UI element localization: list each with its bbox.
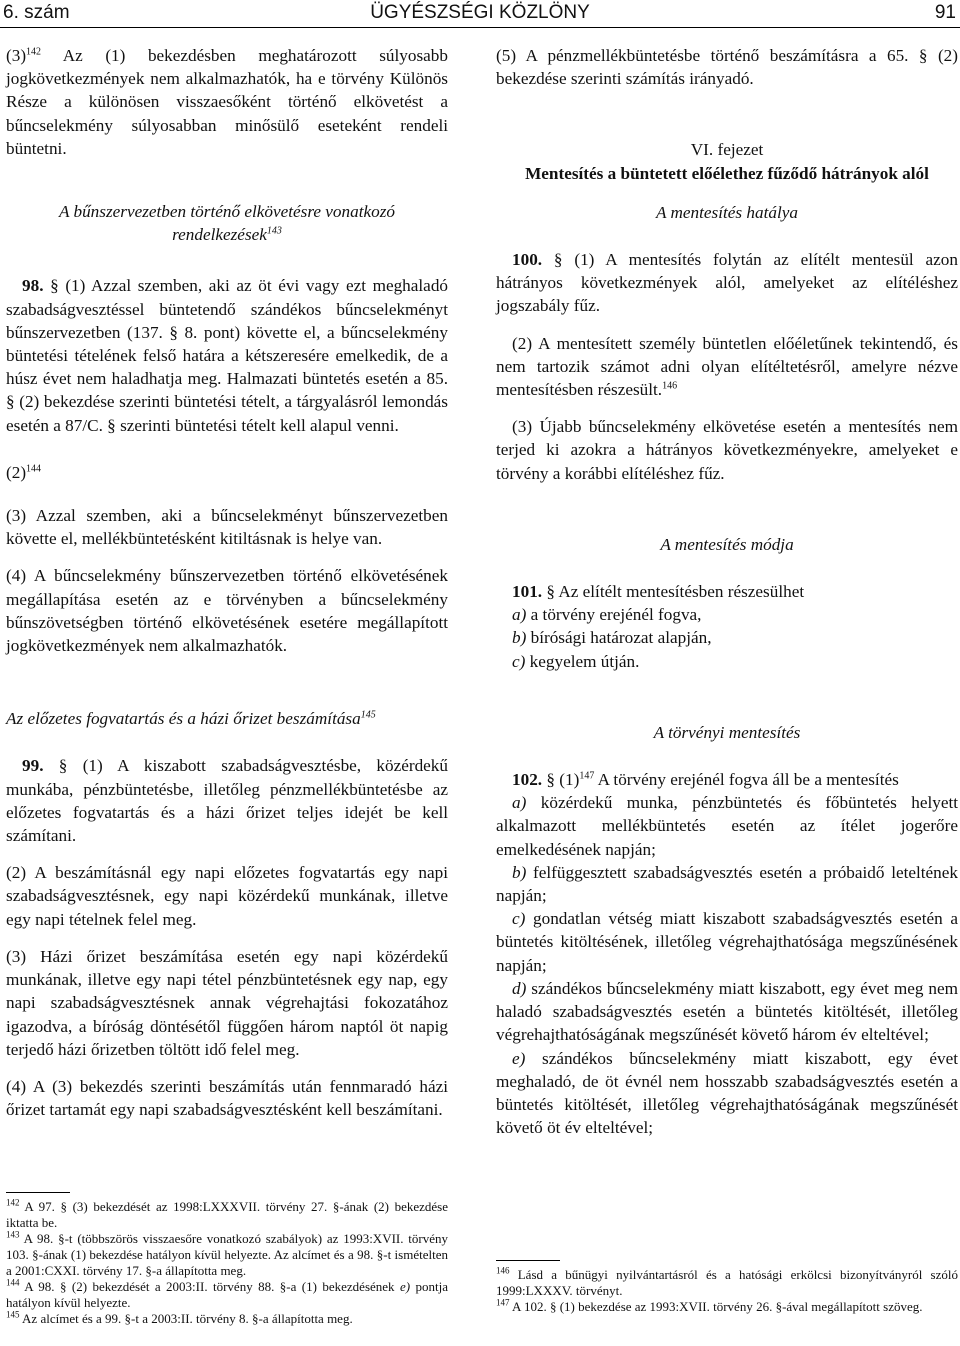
section-99-2: (2) A beszámításnál egy napi előzetes fogvatartás egy napi szabadságvesztésnek, egy napi közérdekű munkának, illetve egy napi tételnek felel meg. — [6, 863, 448, 929]
subheading-text: A bűnszervezetben történő elkövetésre vonatkozó rendelkezések — [58, 202, 395, 245]
footnote-text: Lásd a bűnügyi nyilvántartásról és a hatósági erkölcsi bizonyítványról szóló 1999:LXXXV. törvényt. — [496, 1267, 958, 1298]
item-label: b) — [512, 862, 527, 882]
footnote-ref: 143 — [266, 225, 282, 237]
footnote-text: pontja hatályon kívül helyezte. — [6, 1279, 448, 1310]
para-text: § (1) A kiszabott szabadságvesztésbe, közérdekű munkába, pénzbüntetésbe, illetőleg pénzmellékbüntetésbe az előzetes fogvatartás és a házi őrizet teljes idejét be kell számítani. — [6, 756, 448, 846]
para-text: (1) Azzal szemben, aki az öt évi vagy ezt meghaladó szabadságvesztéssel büntetendő szándékos bűncselekményt bűnszervezetben (137. § 8. pont) követte el, a bűncselekmény büntetési tételének felső határa a kétszeresére emelkedik, de a húsz évet nem haladhatja meg. Halmazati büntetés esetén a 85. § (2) bekezdése szerinti büntetési tételt, a tárgyalásról lemondás esetén a 87/C. § szerinti büntetési tételt kell alapul venni. — [6, 276, 449, 435]
subheading-crime-organization — [6, 200, 448, 246]
subheading-statutory: A törvényi mentesítés — [653, 722, 801, 742]
paragraph-99-5: (5) A pénzmellékbüntetésbe történő beszámításra a 65. § (2) bekezdése szerinti számítás irányadó. — [496, 46, 958, 89]
para-text: (2) A mentesített személy büntetlen előéletűnek tekintendő, és nem tartozik számot adni olyan elítéltetésről, amelyre nézve mentesítésben részesült. — [496, 333, 958, 400]
section-101-c — [496, 650, 958, 673]
left-column — [6, 44, 448, 1121]
footnote-text: A 98. §-t (többszörös visszaesőre vonatkozó szabályok) az 1993:XVII. törvény 103. §-ának (1) bekezdése hatályon kívül helyezte. Az alcímet és a 98. §-t ismételten a 2001:CXXI. törvény 17. §-a állapította meg. — [6, 1231, 448, 1278]
section-99-1 — [6, 754, 448, 847]
footnote-number: 145 — [6, 1309, 20, 1320]
footnote-text: A 102. § (1) bekezdése az 1993:XVII. törvény 26. §-ával megállapított szöveg. — [509, 1299, 923, 1314]
footnote-rule — [6, 1192, 70, 1193]
para-text: § (1) A mentesítés folytán az elítélt mentesül azon hátrányos következmények alól, amelyeket az elítéléshez jogszabály fűz. — [496, 250, 958, 316]
footnote-number: 142 — [6, 1197, 20, 1208]
item-text: gondatlan vétség miatt kiszabott szabadságvesztés esetén a büntetés kitöltésének, illetőleg végrehajthatósága megszűnésének napján; — [496, 909, 958, 975]
footnote-text: Az alcímet és a 99. §-t a 2003:II. törvény 8. §-a állapította meg. — [19, 1311, 353, 1326]
subheading-effect: A mentesítés hatálya — [656, 202, 798, 222]
page-header — [0, 0, 960, 28]
section-99-4: (4) A (3) bekezdés szerinti beszámítás után fennmaradó házi őrizet tartamát egy napi szabadságvesztésként kell beszámítani. — [6, 1076, 448, 1120]
footnote-point-label: e) — [399, 1279, 411, 1294]
page-number: 91 — [934, 2, 956, 23]
section-sign: § — [43, 276, 59, 296]
section-100-3: (3) Újabb bűncselekmény elkövetése esetén a mentesítés nem terjed ki azokra a hátrányos következményekre, amelyeket e törvény a korábbi elítéléshez fűz. — [496, 417, 958, 483]
footnote-147 — [496, 1299, 958, 1315]
journal-title: ÜGYÉSZSÉGI KÖZLÖNY — [370, 2, 590, 23]
item-label: a) — [512, 793, 527, 813]
para-text: Az (1) bekezdésben meghatározott súlyosabb jogkövetkezmények nem alkalmazhatók, ha e törvény Különös Része a különösen visszaesőként történő elkövetést a bűncselekmény súlyosabban minősülő eseteként rendeli büntetni. — [6, 46, 448, 158]
item-text: kegyelem útján. — [525, 651, 640, 671]
section-101-a — [496, 603, 958, 626]
para-number: § (1) — [542, 770, 580, 790]
section-number: 102. — [512, 770, 543, 790]
section-98-4: (4) A bűncselekmény bűnszervezetben történő elkövetésének megállapítása esetén az e törvényben a bűncselekmény bűnszövetségben történő elkövetésének esetére megállapított jogkövetkezmények nem alkalmazhatók. — [6, 566, 448, 656]
left-footnotes — [6, 1192, 448, 1327]
section-98-3: (3) Azzal szemben, aki a bűncselekményt bűnszervezetben követte el, mellékbüntetésként kitiltásnak is helye van. — [6, 506, 448, 549]
subheading-method: A mentesítés módja — [660, 534, 794, 554]
item-label: a) — [512, 605, 527, 625]
footnote-text: A 97. § (3) bekezdését az 1998:LXXXVII. törvény 27. §-ának (2) bekezdése iktatta be. — [6, 1199, 448, 1230]
item-label: b) — [512, 628, 527, 648]
section-102-1 — [496, 768, 958, 791]
footnote-ref: 142 — [26, 46, 42, 58]
item-text: közérdekű munka, pénzbüntetés és főbüntetés helyett alkalmazott mellékbüntetés esetén az ítélet jogerőre emelkedésének napján; — [496, 793, 958, 859]
footnote-143 — [6, 1231, 448, 1279]
item-text: szándékos bűncselekmény miatt kiszabott, egy évet meghaladó, de öt évnél nem hosszabb szabadságvesztés esetén a büntetés kitöltését, illetőleg végrehajthatóságának megszűnését követő öt év elteltével; — [496, 1048, 958, 1138]
footnote-ref: 147 — [579, 770, 595, 782]
item-text: szándékos bűncselekmény miatt kiszabott, egy évet meg nem haladó szabadságvesztés esetén a büntetés kitöltését, illetőleg végrehajthatóságának megszűnését követő három év elteltével; — [496, 978, 958, 1045]
section-102-a — [496, 791, 958, 861]
chapter-number: VI. fejezet — [690, 140, 764, 160]
section-102-c — [496, 907, 958, 977]
footnote-142 — [6, 1199, 448, 1231]
section-101 — [496, 580, 958, 603]
footnote-number: 143 — [6, 1229, 20, 1240]
item-label: c) — [512, 909, 526, 929]
item-text: felfüggesztett szabadságvesztés esetén a próbaidő leteltének napján; — [496, 862, 958, 906]
item-text: bírósági határozat alapján, — [526, 628, 712, 648]
right-column — [496, 44, 958, 1139]
footnote-rule — [496, 1260, 560, 1261]
footnote-number: 146 — [496, 1265, 510, 1276]
section-98-1 — [6, 274, 448, 436]
subheading-pretrial-detention — [6, 707, 448, 730]
footnote-ref: 146 — [662, 380, 678, 392]
para-number: (3) — [6, 46, 27, 65]
footnote-145 — [6, 1311, 448, 1327]
section-100-1 — [496, 248, 958, 318]
footnote-number: 147 — [496, 1297, 510, 1308]
section-101-b — [496, 626, 958, 649]
footnote-ref: 145 — [360, 709, 376, 721]
item-label: d) — [512, 978, 527, 998]
footnote-144 — [6, 1279, 448, 1311]
header-rule — [0, 27, 960, 28]
footnote-text: A 98. § (2) bekezdését a 2003:II. törvény 88. §-a (1) bekezdésének — [19, 1279, 400, 1294]
right-footnotes — [496, 1260, 958, 1315]
section-102-b — [496, 861, 958, 907]
footnote-number: 144 — [6, 1277, 20, 1288]
section-102-e — [496, 1047, 958, 1140]
paragraph-97-3 — [6, 44, 448, 160]
para-text: § Az elítélt mentesítésben részesülhet — [542, 582, 805, 602]
section-number: 101. — [512, 582, 543, 602]
section-100-2 — [496, 332, 958, 402]
section-102-d — [496, 977, 958, 1047]
section-number: 98. — [22, 276, 44, 296]
footnote-146 — [496, 1267, 958, 1299]
item-text: a törvény erejénél fogva, — [526, 605, 702, 625]
section-99-3: (3) Házi őrizet beszámítása esetén egy napi közérdekű munkának, illetve egy napi tétel pénzbüntetésnek egy nap, egy napi szabadságvesztésnek annak végrehajtási fokozatához igazodva, a bíróság döntésétől függően három naptól öt napig terjedő házi őrizetben töltött idő felel meg. — [6, 946, 448, 1059]
item-label: e) — [512, 1048, 526, 1068]
section-number: 100. — [512, 250, 543, 270]
para-text: A törvény erejénél fogva áll be a mentesítés — [594, 770, 899, 790]
footnote-ref: 144 — [26, 463, 42, 475]
section-number: 99. — [22, 756, 44, 776]
item-label: c) — [512, 651, 526, 671]
para-number: (2) — [6, 462, 27, 482]
chapter-title: Mentesítés a büntetett előélethez fűződő hátrányok alól — [525, 163, 929, 183]
subheading-text: Az előzetes fogvatartás és a házi őrizet beszámítása — [6, 709, 361, 729]
section-98-2 — [6, 461, 448, 484]
issue-number: 6. szám — [3, 2, 70, 23]
